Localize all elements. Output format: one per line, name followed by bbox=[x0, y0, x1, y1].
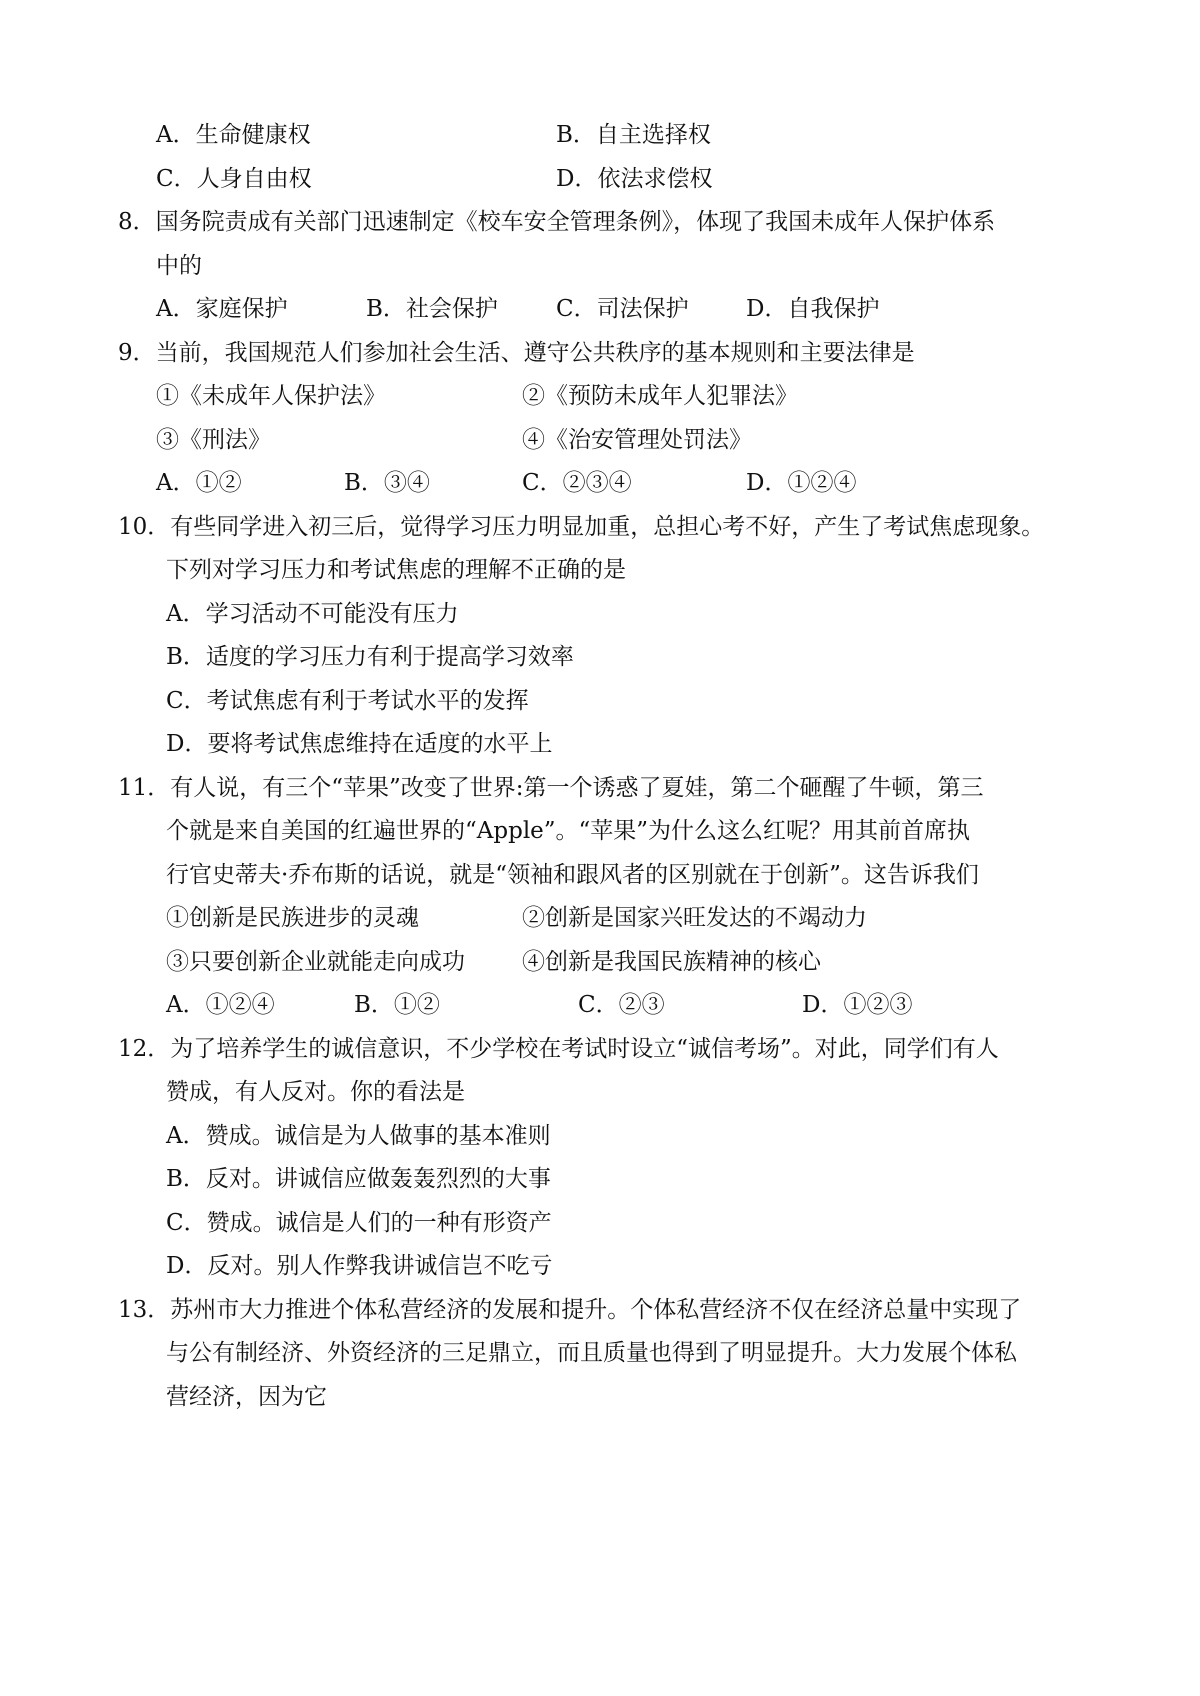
q13-stem-line-3: 营经济，因为它 bbox=[166, 1384, 327, 1410]
q7-option-b: B．自主选择权 bbox=[556, 122, 711, 148]
q13-stem-line-1: 13．苏州市大力推进个体私营经济的发展和提升。个体私营经济不仅在经济总量中实现了 bbox=[118, 1297, 1022, 1323]
q10-option-c: C．考试焦虑有利于考试水平的发挥 bbox=[166, 688, 529, 714]
q12-stem-line-2: 赞成，有人反对。你的看法是 bbox=[166, 1079, 465, 1105]
q9-option-c: C．②③④ bbox=[522, 470, 632, 496]
q8-stem-line-2: 中的 bbox=[156, 253, 202, 279]
q7-option-a: A．生命健康权 bbox=[156, 122, 311, 148]
q8-stem-line-1: 8．国务院责成有关部门迅速制定《校车安全管理条例》，体现了我国未成年人保护体系 bbox=[118, 209, 996, 235]
q9-item-1: ①《未成年人保护法》 bbox=[156, 383, 386, 409]
q10-option-b: B．适度的学习压力有利于提高学习效率 bbox=[166, 644, 574, 670]
q10-stem-line-1: 10．有些同学进入初三后，觉得学习压力明显加重，总担心考不好，产生了考试焦虑现象。 bbox=[118, 514, 1045, 540]
q8-option-c: C．司法保护 bbox=[556, 296, 689, 322]
q11-option-b: B．①② bbox=[354, 992, 440, 1018]
q12-option-d: D．反对。别人作弊我讲诚信岂不吃亏 bbox=[166, 1253, 553, 1279]
q7-option-d: D．依法求偿权 bbox=[556, 166, 713, 192]
q10-option-d: D．要将考试焦虑维持在适度的水平上 bbox=[166, 731, 553, 757]
q12-option-b: B．反对。讲诚信应做轰轰烈烈的大事 bbox=[166, 1166, 551, 1192]
q12-option-a: A．赞成。诚信是为人做事的基本准则 bbox=[166, 1123, 551, 1149]
q11-stem-line-3: 行官史蒂夫·乔布斯的话说，就是“领袖和跟风者的区别就在于创新”。这告诉我们 bbox=[166, 862, 979, 888]
q9-item-3: ③《刑法》 bbox=[156, 427, 271, 453]
q9-option-a: A．①② bbox=[156, 470, 242, 496]
q11-option-d: D．①②③ bbox=[802, 992, 913, 1018]
q11-stem-line-1: 11．有人说，有三个“苹果”改变了世界:第一个诱惑了夏娃，第二个砸醒了牛顿，第三 bbox=[118, 775, 984, 801]
q7-option-c: C．人身自由权 bbox=[156, 166, 312, 192]
q9-item-4: ④《治安管理处罚法》 bbox=[522, 427, 752, 453]
q9-option-b: B．③④ bbox=[344, 470, 430, 496]
q13-stem-line-2: 与公有制经济、外资经济的三足鼎立，而且质量也得到了明显提升。大力发展个体私 bbox=[166, 1340, 1017, 1366]
q11-item-2: ②创新是国家兴旺发达的不竭动力 bbox=[522, 905, 867, 931]
q9-option-d: D．①②④ bbox=[746, 470, 857, 496]
q11-item-1: ①创新是民族进步的灵魂 bbox=[166, 905, 419, 931]
q11-item-3: ③只要创新企业就能走向成功 bbox=[166, 949, 465, 975]
q11-stem-line-2: 个就是来自美国的红遍世界的“Apple”。“苹果”为什么这么红呢？用其前首席执 bbox=[166, 818, 971, 844]
q9-item-2: ②《预防未成年人犯罪法》 bbox=[522, 383, 798, 409]
q11-option-c: C．②③ bbox=[578, 992, 665, 1018]
q12-stem-line-1: 12．为了培养学生的诚信意识，不少学校在考试时设立“诚信考场”。对此，同学们有人 bbox=[118, 1036, 999, 1062]
q8-option-d: D．自我保护 bbox=[746, 296, 880, 322]
q11-item-4: ④创新是我国民族精神的核心 bbox=[522, 949, 821, 975]
q11-option-a: A．①②④ bbox=[166, 992, 275, 1018]
q8-option-a: A．家庭保护 bbox=[156, 296, 288, 322]
q9-stem-line-1: 9．当前，我国规范人们参加社会生活、遵守公共秩序的基本规则和主要法律是 bbox=[118, 340, 915, 366]
q10-option-a: A．学习活动不可能没有压力 bbox=[166, 601, 459, 627]
q10-stem-line-2: 下列对学习压力和考试焦虑的理解不正确的是 bbox=[166, 557, 626, 583]
q8-option-b: B．社会保护 bbox=[366, 296, 498, 322]
q12-option-c: C．赞成。诚信是人们的一种有形资产 bbox=[166, 1210, 552, 1236]
